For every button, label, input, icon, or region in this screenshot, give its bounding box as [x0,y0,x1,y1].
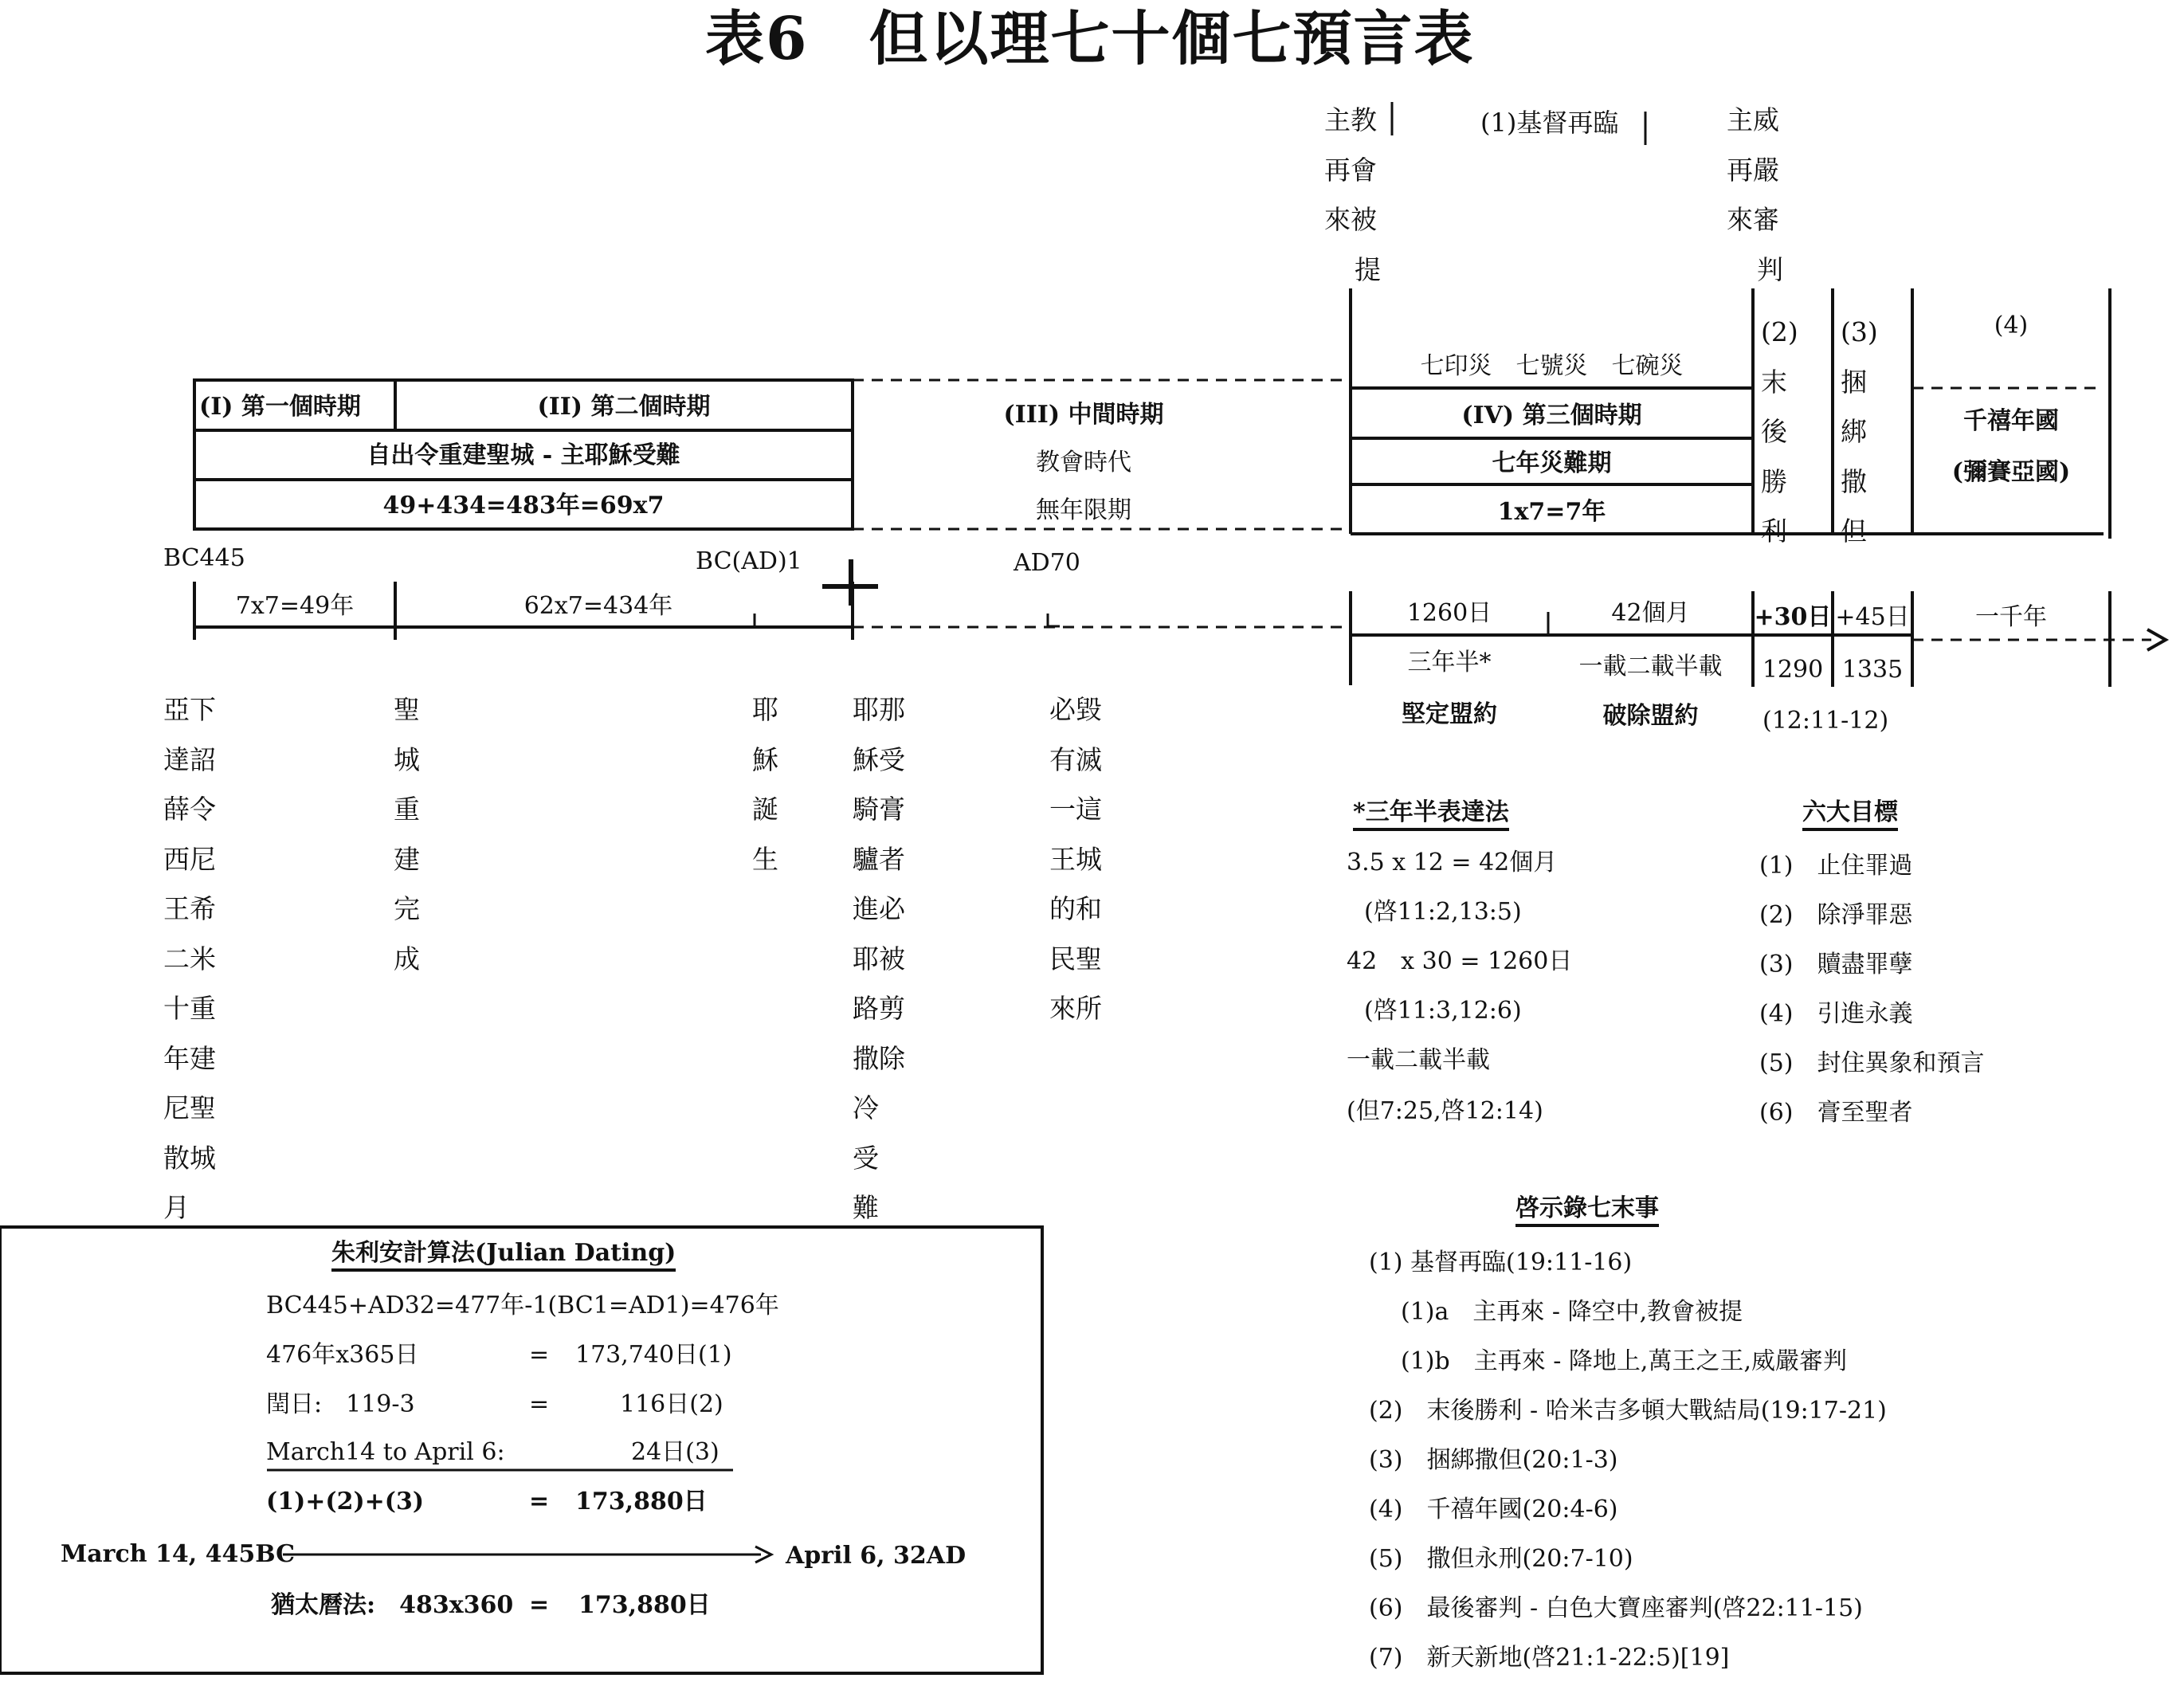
plus-30-days-label: +30日 [1754,603,1832,631]
period-3-label: (III) 中間時期 [1003,401,1164,429]
rapture-note-line: 提 [1355,253,1381,285]
column-char: 但 [1841,516,1867,547]
note-line: 耶那 [853,694,905,725]
period-4-calculation: 1x7=7年 [1497,498,1606,526]
bind-satan-column [1841,308,1904,557]
revelation-item: (2) 末後勝利 - 哈米吉多頓大戰結局(19:17-21) [1369,1397,1887,1425]
note-line: 一這 [1049,794,1102,825]
note-line: 散城 [163,1142,216,1174]
julian-start-date: March 14, 445BC [61,1540,296,1568]
note-line: 薛令 [163,794,216,825]
six-goals-item: (5) 封住異象和預言 [1759,1049,1985,1077]
revelation-item: (3) 捆綁撒但(20:1-3) [1369,1446,1618,1474]
half-method-line: 3.5 x 12 = 42個月 [1347,849,1558,876]
half-method-line: 一載二載半載 [1347,1046,1490,1074]
period-4-label: (IV) 第三個時期 [1461,402,1642,429]
period-1-2-calculation: 49+434=483年=69x7 [382,492,665,519]
days-1335-label: 1335 [1841,656,1904,684]
six-goals-item: (6) 膏至聖者 [1759,1099,1913,1127]
column-char: 勝 [1761,465,1787,497]
note-line: 成 [394,943,420,974]
judgment-note [1727,96,1790,295]
period-1-2-description: 自出令重建聖城 - 主耶穌受難 [367,441,680,469]
note-line: 城 [394,743,420,775]
period-3-church-age: 教會時代 [1036,449,1131,476]
julian-row-3-label: March14 to April 6: [266,1438,505,1466]
note-line: 來所 [1049,993,1102,1024]
column-char: 捆 [1841,366,1867,398]
note-line: 驢者 [853,843,905,875]
julian-row-1-equals: = [529,1341,550,1369]
column-number: (3) [1841,316,1878,347]
jesus-birth-note [752,685,816,884]
time-times-half-label: 一載二載半載 [1578,653,1723,680]
note-line: 重 [394,794,420,825]
note-line: 耶被 [853,943,905,974]
judgment-note-line: 主威 [1727,104,1779,135]
three-and-half-label: 三年半* [1407,649,1492,676]
rapture-note-line: 主教 [1324,104,1377,135]
note-line: 誕 [752,794,778,825]
julian-line-1: BC445+AD32=477年-1(BC1=AD1)=476年 [266,1292,779,1319]
revelation-item: (1) 基督再臨(19:11-16) [1369,1249,1633,1276]
artaxerxes-decree-note [163,685,227,1233]
days-1260-label: 1260日 [1406,599,1492,627]
page-title: 表6 但以理七十個七預言表 [705,5,1475,73]
julian-end-date: April 6, 32AD [786,1542,967,1570]
note-line: 完 [394,893,420,924]
days-1290-label: 1290 [1762,656,1824,684]
column-char: 撒 [1841,465,1867,497]
judgment-note-line: 判 [1757,253,1783,285]
note-line: 西尼 [163,843,216,875]
note-line: 二米 [163,943,216,974]
jewish-calendar-value: 173,880日 [578,1591,711,1619]
revelation-item: (5) 撒但永刑(20:7-10) [1369,1545,1633,1573]
julian-row-2-equals: = [529,1390,550,1418]
column-char: 綁 [1841,416,1867,447]
covenant-confirm-label: 堅定盟約 [1402,700,1497,728]
julian-row-2-label: 閏日: 119-3 [266,1390,415,1418]
bc445-label: BC445 [163,544,245,572]
half-method-line: 42 x 30 = 1260日 [1347,947,1573,975]
note-line: 亞下 [163,694,216,725]
revelation-item: (4) 千禧年國(20:4-6) [1369,1496,1618,1523]
note-line: 十重 [163,993,216,1024]
note-line: 達詔 [163,743,216,775]
note-line: 年建 [163,1042,216,1074]
julian-row-4-equals: = [529,1488,550,1515]
plus-45-days-label: +45日 [1835,603,1910,631]
note-line: 的和 [1049,893,1102,924]
messiah-kingdom-label: (彌賽亞國) [1951,458,2071,486]
revelation-item: (1)b 主再來 - 降地上,萬王之王,威嚴審判 [1401,1347,1847,1375]
note-line: 月 [163,1192,190,1223]
note-line: 耶 [752,694,778,725]
note-line: 有滅 [1049,743,1102,775]
revelation-title: 啓示錄七末事 [1515,1197,1659,1227]
julian-row-3-value: 24日(3) [631,1438,720,1466]
note-line: 冷 [853,1092,879,1123]
note-line: 路剪 [853,993,905,1024]
six-goals-item: (3) 贖盡罪孽 [1759,951,1913,978]
rapture-note [1324,96,1388,295]
note-line: 難 [853,1192,879,1223]
ad70-label: AD70 [1014,549,1080,577]
daniel-reference: (12:11-12) [1762,707,1889,735]
note-line: 尼聖 [163,1092,216,1123]
note-line: 穌受 [853,743,905,775]
jewish-calendar-equals: = [529,1591,550,1619]
period-3-no-limit: 無年限期 [1036,496,1131,524]
julian-row-1-value: 173,740日(1) [575,1341,732,1369]
column-char: 末 [1761,366,1787,398]
millennium-column-number: (4) [1994,312,2029,339]
thousand-years-label: 一千年 [1975,603,2047,631]
half-method-line: (但7:25,啓12:14) [1347,1097,1543,1125]
city-rebuilt-note [394,685,457,984]
note-line: 撒除 [853,1042,905,1074]
messiah-cut-off-note [853,685,916,1233]
column-char: 後 [1761,416,1787,447]
note-line: 建 [394,843,420,875]
note-line: 生 [752,843,778,875]
city-destroyed-note [1049,685,1113,1034]
half-method-line: (啓11:3,12:6) [1364,997,1522,1025]
column-number: (2) [1761,316,1798,347]
six-goals-item: (2) 除淨罪惡 [1759,901,1913,929]
note-line: 必毀 [1049,694,1102,725]
second-coming-label: (1)基督再臨 [1480,108,1619,138]
seven-judgments: 七印災 七號災 七碗災 [1420,352,1684,380]
seven-sevens-label: 7x7=49年 [235,592,355,620]
note-line: 民聖 [1049,943,1102,974]
julian-row-2-value: 116日(2) [620,1390,723,1418]
rapture-note-line: 再會 [1324,154,1377,186]
judgment-note-line: 來審 [1727,204,1779,235]
period-1-label: (I) 第一個時期 [199,393,361,421]
millennium-kingdom-label: 千禧年國 [1963,407,2059,435]
jewish-calendar-label: 猶太曆法: 483x360 [271,1591,514,1619]
column-char: 利 [1761,516,1787,547]
judgment-note-line: 再嚴 [1727,154,1779,186]
julian-row-4-label: (1)+(2)+(3) [266,1488,425,1515]
tribulation-label: 七年災難期 [1492,449,1612,477]
six-goals-item: (4) 引進永義 [1759,1000,1913,1028]
julian-row-1-label: 476年x365日 [266,1341,419,1369]
note-line: 進必 [853,893,905,924]
julian-row-4-value: 173,880日 [575,1488,708,1515]
months-42-label: 42個月 [1611,599,1690,627]
rapture-note-line: 來被 [1324,204,1377,235]
note-line: 穌 [752,743,778,775]
note-line: 王城 [1049,843,1102,875]
note-line: 王希 [163,893,216,924]
julian-title: 朱利安計算法(Julian Dating) [331,1241,676,1272]
period-2-label: (II) 第二個時期 [537,393,711,421]
note-line: 聖 [394,694,420,725]
half-method-title: *三年半表達法 [1353,801,1509,831]
half-method-line: (啓11:2,13:5) [1364,898,1522,926]
revelation-item: (6) 最後審判 - 白色大寶座審判(啓22:11-15) [1369,1594,1863,1622]
bc-ad-1-label: BC(AD)1 [696,547,802,575]
revelation-item: (1)a 主再來 - 降空中,教會被提 [1401,1298,1743,1326]
note-line: 騎膏 [853,794,905,825]
six-goals-title: 六大目標 [1802,801,1898,831]
final-victory-column [1761,308,1825,557]
note-line: 受 [853,1142,879,1174]
six-goals-item: (1) 止住罪過 [1759,852,1913,880]
covenant-break-label: 破除盟約 [1602,702,1699,730]
sixty-two-sevens-label: 62x7=434年 [523,592,673,620]
revelation-item: (7) 新天新地(啓21:1-22:5)[19] [1369,1644,1730,1672]
